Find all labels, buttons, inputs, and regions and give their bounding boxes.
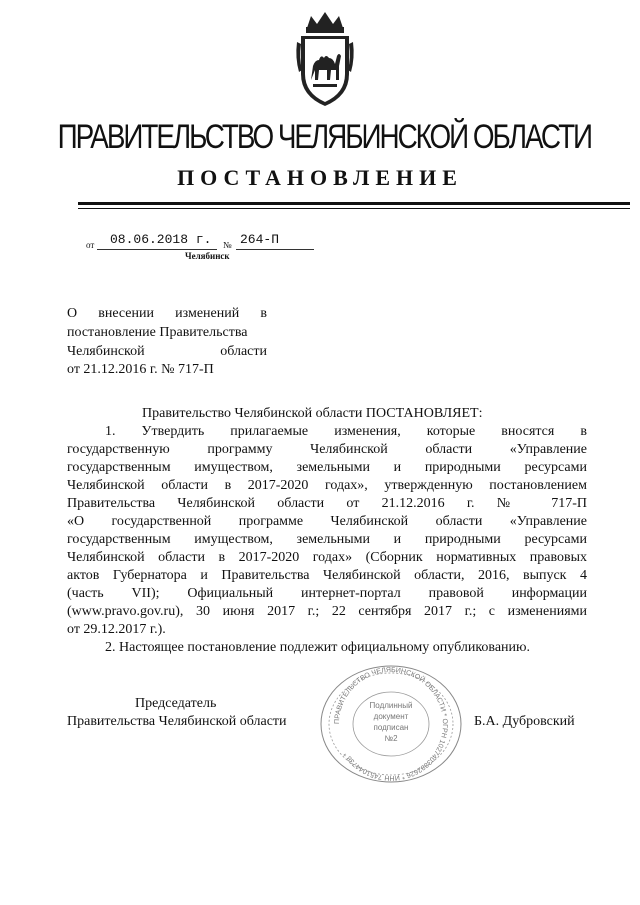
body-item2: 2. Настоящее постановление подлежит официальному опубликованию. [105, 640, 530, 655]
body-item1-line: (часть VII); Официальный интернет-портал правовой информации [67, 586, 587, 601]
seal-center-line1: Подлинный [369, 701, 413, 710]
government-title: ПРАВИТЕЛЬСТВО ЧЕЛЯБИНСКОЙ ОБЛАСТИ [57, 118, 592, 156]
body-item1-line: актов Губернатора и Правительства Челябинской области, 2016, выпуск 4 [67, 568, 587, 583]
subject-line-3: Челябинской области [67, 344, 267, 359]
body-item1-line: Челябинской области в 2017-2020 годах», утвержденную постановлением [67, 478, 587, 493]
signatory-position-line2: Правительства Челябинской области [67, 714, 287, 729]
body-item1-line: Челябинской области в 2017-2020 годах» (Сборник нормативных правовых [67, 550, 587, 565]
document-number: 264-П [240, 232, 280, 247]
document-type: ПОСТАНОВЛЕНИЕ [177, 165, 463, 190]
signatory-name: Б.А. Дубровский [474, 714, 575, 729]
body-item1-line: «О государственной программе Челябинской области «Управление [67, 514, 587, 529]
body-preamble: Правительство Челябинской области ПОСТАНОВЛЯЕТ: [142, 406, 483, 421]
document-date: 08.06.2018 г. [110, 232, 212, 247]
coat-of-arms-emblem [293, 8, 357, 112]
subject-line-2: постановление Правительства [67, 325, 248, 340]
number-prefix: № [223, 240, 232, 250]
body-item1-line: государственную программу Челябинской области «Управление [67, 442, 587, 457]
city-label: Челябинск [185, 251, 230, 261]
header-rule-thick [78, 202, 630, 205]
seal-ring-text: ПРАВИТЕЛЬСТВО ЧЕЛЯБИНСКОЙ ОБЛАСТИ * ОГРН 1027403882626 * ИНН 7451044738 * [333, 666, 449, 782]
date-prefix: от [86, 240, 95, 250]
number-underline [236, 249, 314, 250]
seal-center-line2: документ [373, 712, 409, 721]
subject-line-4: от 21.12.2016 г. № 717-П [67, 362, 214, 377]
body-item1-line: от 29.12.2017 г.). [67, 622, 166, 637]
signatory-position-line1: Председатель [135, 696, 217, 711]
body-item1-line: государственным имуществом, земельными и природными ресурсами [67, 532, 587, 547]
header-rule-thin [78, 208, 630, 209]
seal-center-line3: подписан [373, 723, 409, 732]
seal-center-line4: №2 [384, 734, 398, 743]
subject-line-1: О внесении изменений в [67, 306, 267, 321]
body-item1-line: государственным имуществом, земельными и природными ресурсами [67, 460, 587, 475]
body-item1-line: 1. Утвердить прилагаемые изменения, которые вносятся в [105, 424, 587, 439]
body-item1-line: Правительства Челябинской области от 21.12.2016 г. № 717-П [67, 496, 587, 511]
body-item1-line: (www.pravo.gov.ru), 30 июня 2017 г.; 22 сентября 2017 г.; с изменениями [67, 604, 587, 619]
official-seal-stamp [318, 664, 464, 784]
date-underline [97, 249, 217, 250]
